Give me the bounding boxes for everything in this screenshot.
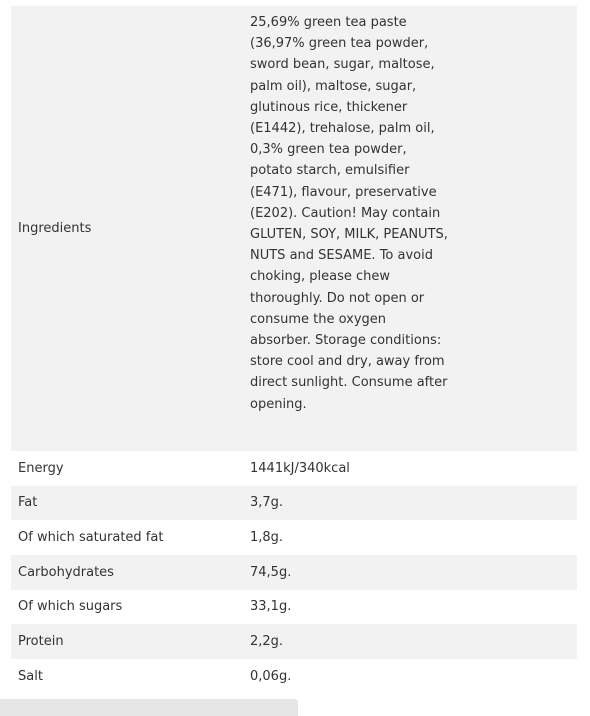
table-row-energy	[11, 451, 577, 486]
row-label-carbohydrates: Carbohydrates	[11, 555, 244, 590]
row-label-sugars: Of which sugars	[11, 590, 244, 625]
row-value-sugars: 33,1g.	[244, 590, 577, 625]
row-value-energy: 1441kJ/340kcal	[244, 451, 577, 486]
table-row-salt	[11, 659, 577, 694]
row-label-saturated-fat: Of which saturated fat	[11, 520, 244, 555]
row-value-ingredients	[244, 6, 577, 451]
table-row-fat	[11, 486, 577, 521]
row-label-fat: Fat	[11, 486, 244, 521]
table-row-ingredients	[11, 6, 577, 451]
row-label-protein: Protein	[11, 624, 244, 659]
row-label-salt: Salt	[11, 659, 244, 694]
row-label-ingredients: Ingredients	[11, 6, 244, 451]
row-value-protein: 2,2g.	[244, 624, 577, 659]
table-row-saturated-fat	[11, 520, 577, 555]
nutrition-table	[11, 6, 577, 694]
table-row-sugars	[11, 590, 577, 625]
row-value-fat: 3,7g.	[244, 486, 577, 521]
bottom-panel-edge	[0, 699, 298, 716]
row-value-salt: 0,06g.	[244, 659, 577, 694]
row-value-saturated-fat: 1,8g.	[244, 520, 577, 555]
ingredients-text: 25,69% green tea paste (36,97% green tea powder, sword bean, sugar, maltose, palm oil), maltose, sugar, glutinous rice, thickener (E1442), trehalose, palm oil, 0,3% green tea powder, potato starch, emulsifier (E471), flavour, preservative (E202). Caution! May contain GLUTEN, SOY, MILK, PEANUTS, NUTS and SESAME. To avoid choking, please chew thoroughly. Do not open or consume the oxygen absorber. Storage conditions: store cool and dry, away from direct sunlight. Consume after opening.	[250, 15, 448, 412]
row-label-energy: Energy	[11, 451, 244, 486]
table-row-protein	[11, 624, 577, 659]
row-value-carbohydrates: 74,5g.	[244, 555, 577, 590]
table-row-carbohydrates	[11, 555, 577, 590]
